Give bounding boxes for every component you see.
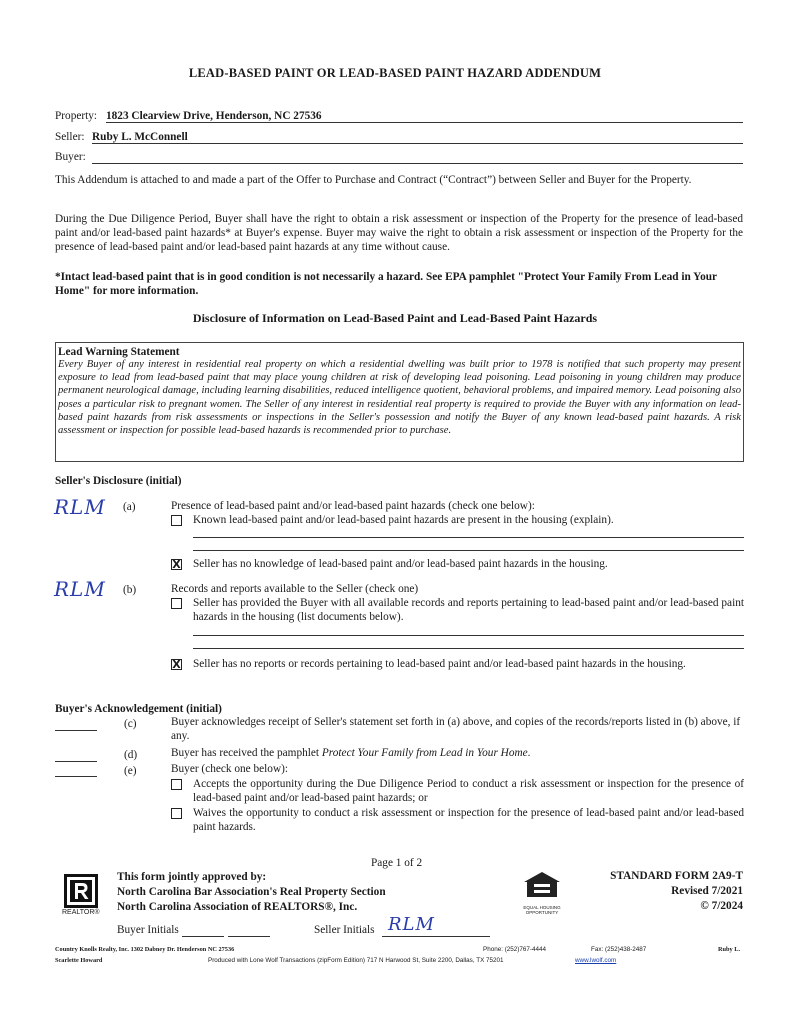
- no-knowledge-checkbox[interactable]: [171, 559, 182, 570]
- disclosure-heading: Disclosure of Information on Lead-Based Paint and Lead-Based Paint Hazards: [192, 311, 598, 325]
- copyright-date: © 7/2024: [700, 900, 743, 912]
- intact-paint-note: *Intact lead-based paint that is in good condition is not necessarily a hazard. See EPA pamphlet "Protect Your Family From Lead in Your Home" for more information.: [55, 271, 717, 297]
- item-b-marker: (b): [123, 584, 137, 596]
- broker-address: Country Knolls Realty, Inc. 1302 Dabney Dr. Henderson NC 27536: [55, 946, 235, 953]
- no-records-checkbox[interactable]: [171, 659, 182, 670]
- documents-line-1[interactable]: [193, 635, 744, 636]
- known-lead-checkbox[interactable]: [171, 515, 182, 526]
- item-a-text: Presence of lead-based paint and/or lead-based paint hazards (check one below):: [171, 500, 535, 512]
- property-value: 1823 Clearview Drive, Henderson, NC 27536: [106, 110, 322, 122]
- bar-association-line: North Carolina Bar Association's Real Property Section: [117, 886, 386, 898]
- item-c-marker: (c): [124, 718, 137, 730]
- buyer-label: Buyer:: [55, 151, 86, 163]
- item-a-marker: (a): [123, 501, 136, 513]
- file-name: Ruby L.: [718, 946, 741, 953]
- item-d-marker: (d): [124, 749, 138, 761]
- approved-by-line: This form jointly approved by:: [117, 871, 267, 883]
- broker-phone: Phone: (252)767-4444: [483, 946, 547, 953]
- accepts-option: Accepts the opportunity during the Due Diligence Period to conduct a risk assessment or inspection for the presence of lead-based paint and/or lead-based paint hazards; or: [193, 778, 744, 804]
- buyer-initials-line-1[interactable]: [182, 935, 224, 937]
- seller-initials-footer[interactable]: RLM: [388, 914, 435, 935]
- explain-line-1[interactable]: [193, 537, 744, 538]
- broker-fax: Fax: (252)438-2487: [591, 946, 647, 953]
- lead-warning-heading: Lead Warning Statement: [58, 346, 180, 358]
- item-e-text: Buyer (check one below):: [171, 763, 289, 775]
- realtors-association-line: North Carolina Association of REALTORS®, Inc.: [117, 901, 358, 913]
- intro-paragraph: This Addendum is attached to and made a part of the Offer to Purchase and Contract (“Contract”) between Seller and Buyer for the Property.: [55, 174, 692, 186]
- seller-disclosure-heading: Seller's Disclosure (initial): [55, 475, 182, 487]
- eho-caption: EQUAL HOUSING OPPORTUNITY: [523, 905, 561, 915]
- seller-initials-line[interactable]: [382, 935, 490, 937]
- seller-field[interactable]: [92, 130, 743, 144]
- lead-warning-body: Every Buyer of any interest in residential real property on which a residential dwelling was built prior to 1978 is notified that such property may present exposure to lead from lead-based paint that may place young children at risk of developing lead poisoning. Lead poisoning in young children may produce permanent neurological damage, including learning disabilities, reduced intelligence quotient, behavioral problems, and impaired memory. Lead poisoning also poses a particular risk to pregnant women. The Seller of any interest in residential real property is required to provide the Buyer with any information on lead-based paint hazards from risk assessments or inspections in the Seller's possession and notify the Buyer of any known lead-based paint hazards. A risk assessment or inspection for possible lead-based hazards is recommended prior to purchase.: [58, 359, 741, 437]
- buyer-ack-heading: Buyer's Acknowledgement (initial): [55, 703, 222, 715]
- item-d-text-end: .: [527, 747, 531, 759]
- document-title: LEAD-BASED PAINT OR LEAD-BASED PAINT HAZARD ADDENDUM: [188, 66, 602, 80]
- known-lead-option: Known lead-based paint and/or lead-based paint hazards are present in the housing (explain).: [193, 514, 614, 526]
- explain-line-2[interactable]: [193, 550, 744, 551]
- seller-initials-a[interactable]: RLM: [54, 495, 106, 519]
- lwolf-link[interactable]: www.lwolf.com: [575, 957, 617, 964]
- equal-housing-icon: [521, 870, 563, 904]
- buyer-initials-c-line[interactable]: [55, 729, 97, 731]
- documents-line-2[interactable]: [193, 648, 744, 649]
- due-diligence-paragraph: During the Due Diligence Period, Buyer shall have the right to obtain a risk assessment or inspection of the Property for the presence of lead-based paint and/or lead-based paint hazards* at Buyer's expense. Buyer may waive the right to obtain a risk assessment or inspection of the Property for the presence of lead-based paint and/or lead-based paint hazards at any time without cause.: [55, 213, 743, 253]
- revised-date: Revised 7/2021: [671, 885, 743, 897]
- item-c-text: Buyer acknowledges receipt of Seller's statement set forth in (a) above, and copies of the records/reports listed in (b) above, if any.: [171, 716, 741, 742]
- property-label: Property:: [55, 110, 98, 122]
- form-number: STANDARD FORM 2A9-T: [610, 870, 743, 882]
- item-b-text: Records and reports available to the Seller (check one): [171, 583, 419, 595]
- page-number: Page 1 of 2: [371, 857, 423, 869]
- agent-name: Scarlette Howard: [55, 957, 103, 964]
- waives-checkbox[interactable]: [171, 808, 182, 819]
- buyer-field[interactable]: [92, 150, 743, 164]
- seller-initials-b[interactable]: RLM: [54, 577, 106, 601]
- seller-value: Ruby L. McConnell: [92, 131, 188, 143]
- realtor-mark: REALTOR®: [62, 909, 100, 916]
- seller-label: Seller:: [55, 131, 85, 143]
- no-records-option: Seller has no reports or records pertaining to lead-based paint and/or lead-based paint hazards in the housing.: [193, 658, 686, 670]
- buyer-initials-e-line[interactable]: [55, 775, 97, 777]
- waives-option: Waives the opportunity to conduct a risk assessment or inspection for the presence of lead-based paint and/or lead-based paint hazards.: [193, 807, 744, 833]
- buyer-initials-line-2[interactable]: [228, 935, 270, 937]
- accepts-checkbox[interactable]: [171, 779, 182, 790]
- property-field[interactable]: [106, 109, 743, 123]
- realtor-logo: [64, 874, 98, 908]
- realtor-r-icon: [64, 874, 98, 908]
- item-e-marker: (e): [124, 765, 137, 777]
- records-provided-option: Seller has provided the Buyer with all available records and reports pertaining to lead-based paint and/or lead-based paint hazards in the housing (list documents below).: [193, 597, 744, 623]
- pamphlet-title: Protect Your Family from Lead in Your Home: [321, 747, 528, 759]
- item-d-text-start: Buyer has received the pamphlet: [171, 747, 322, 759]
- records-provided-checkbox[interactable]: [171, 598, 182, 609]
- buyer-initials-d-line[interactable]: [55, 760, 97, 762]
- item-d-text: [171, 746, 530, 760]
- no-knowledge-option: Seller has no knowledge of lead-based paint and/or lead-based paint hazards in the housing.: [193, 558, 608, 570]
- seller-initials-label: Seller Initials: [314, 924, 375, 936]
- buyer-initials-label: Buyer Initials: [117, 924, 179, 936]
- produced-with: Produced with Lone Wolf Transactions (zipForm Edition) 717 N Harwood St, Suite 2200, Dallas, TX 75201: [208, 957, 504, 964]
